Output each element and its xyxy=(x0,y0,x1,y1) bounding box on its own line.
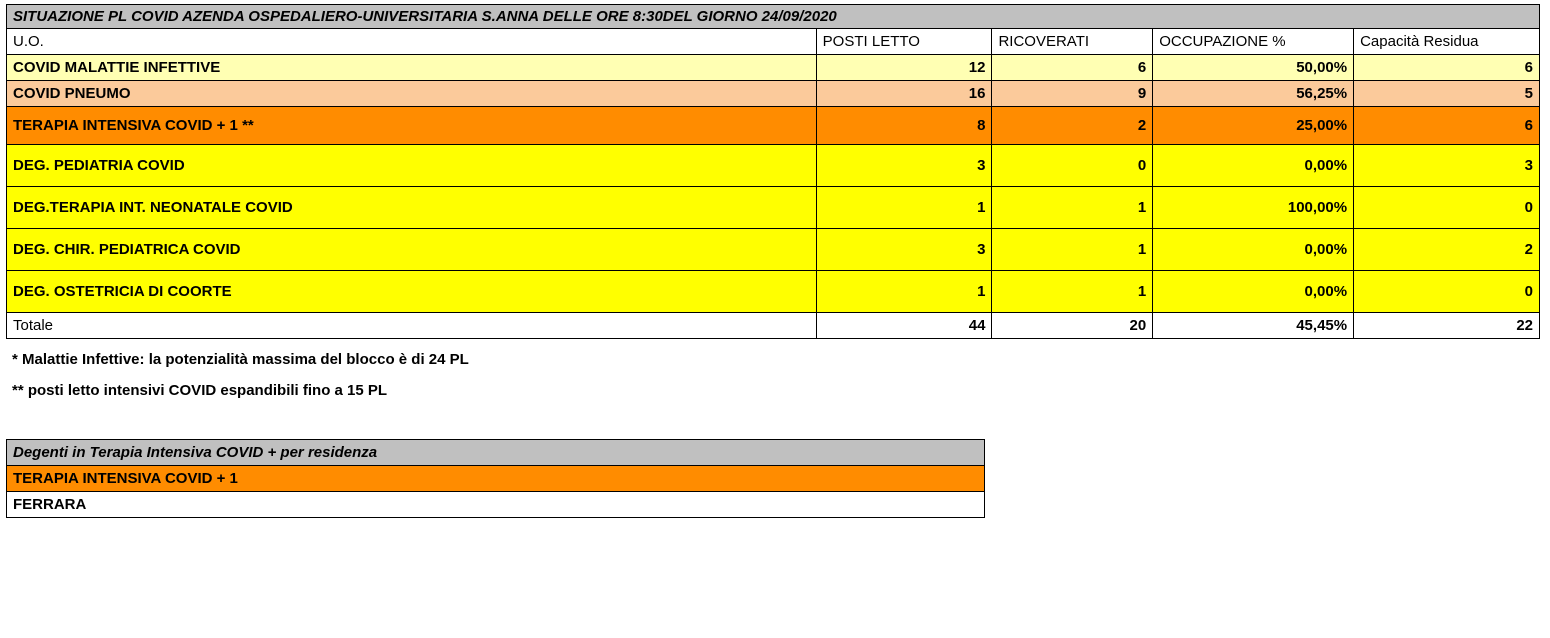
row-ricoverati: 9 xyxy=(992,81,1153,107)
residence-table-section: TERAPIA INTENSIVA COVID + 1 xyxy=(7,466,985,492)
table-row xyxy=(7,229,1540,271)
row-occupazione: 25,00% xyxy=(1153,107,1354,145)
row-occupazione: 50,00% xyxy=(1153,55,1354,81)
row-posti-letto: 12 xyxy=(816,55,992,81)
footnotes xyxy=(12,351,1550,399)
row-ricoverati: 1 xyxy=(992,229,1153,271)
row-capacita-residua: 3 xyxy=(1354,145,1540,187)
page-title: SITUAZIONE PL COVID AZENDA OSPEDALIERO-UNIVERSITARIA S.ANNA DELLE ORE 8:30DEL GIORNO 24/09/2020 xyxy=(7,5,1540,29)
total-posti-letto: 44 xyxy=(816,313,992,339)
row-occupazione: 100,00% xyxy=(1153,187,1354,229)
row-capacita-residua: 6 xyxy=(1354,107,1540,145)
row-label: DEG. PEDIATRIA COVID xyxy=(7,145,817,187)
row-ricoverati: 1 xyxy=(992,187,1153,229)
row-label: COVID MALATTIE INFETTIVE xyxy=(7,55,817,81)
footnote-2: ** posti letto intensivi COVID espandibili fino a 15 PL xyxy=(12,382,388,399)
total-ricoverati: 20 xyxy=(992,313,1153,339)
table-row xyxy=(7,107,1540,145)
residence-table-title-row xyxy=(7,440,985,466)
residence-table-section-row xyxy=(7,466,985,492)
row-capacita-residua: 2 xyxy=(1354,229,1540,271)
row-posti-letto: 8 xyxy=(816,107,992,145)
table-row xyxy=(7,55,1540,81)
row-capacita-residua: 5 xyxy=(1354,81,1540,107)
table-row xyxy=(7,81,1540,107)
total-capacita-residua: 22 xyxy=(1354,313,1540,339)
residence-table xyxy=(6,439,985,518)
total-occupazione: 45,45% xyxy=(1153,313,1354,339)
row-posti-letto: 16 xyxy=(816,81,992,107)
table-total-row xyxy=(7,313,1540,339)
residence-city: FERRARA xyxy=(7,492,985,518)
row-ricoverati: 1 xyxy=(992,271,1153,313)
row-label: DEG.TERAPIA INT. NEONATALE COVID xyxy=(7,187,817,229)
row-ricoverati: 2 xyxy=(992,107,1153,145)
row-occupazione: 0,00% xyxy=(1153,229,1354,271)
row-label: DEG. OSTETRICIA DI COORTE xyxy=(7,271,817,313)
table-header-row xyxy=(7,29,1540,55)
row-label: DEG. CHIR. PEDIATRICA COVID xyxy=(7,229,817,271)
row-ricoverati: 0 xyxy=(992,145,1153,187)
row-occupazione: 56,25% xyxy=(1153,81,1354,107)
row-label: COVID PNEUMO xyxy=(7,81,817,107)
column-header-occupazione: OCCUPAZIONE % xyxy=(1153,29,1354,55)
row-occupazione: 0,00% xyxy=(1153,145,1354,187)
row-ricoverati: 6 xyxy=(992,55,1153,81)
row-posti-letto: 1 xyxy=(816,271,992,313)
table-row xyxy=(7,187,1540,229)
column-header-capacita-residua: Capacità Residua xyxy=(1354,29,1540,55)
row-capacita-residua: 0 xyxy=(1354,271,1540,313)
row-capacita-residua: 6 xyxy=(1354,55,1540,81)
table-row xyxy=(7,271,1540,313)
column-header-ricoverati: RICOVERATI xyxy=(992,29,1153,55)
row-posti-letto: 3 xyxy=(816,145,992,187)
column-header-posti-letto: POSTI LETTO xyxy=(816,29,992,55)
table-row xyxy=(7,145,1540,187)
row-label: TERAPIA INTENSIVA COVID + 1 ** xyxy=(7,107,817,145)
covid-beds-table xyxy=(6,4,1540,339)
total-label: Totale xyxy=(7,313,817,339)
row-occupazione: 0,00% xyxy=(1153,271,1354,313)
column-header-uo: U.O. xyxy=(7,29,817,55)
residence-table-row xyxy=(7,492,985,518)
residence-table-title: Degenti in Terapia Intensiva COVID + per residenza xyxy=(7,440,985,466)
row-posti-letto: 1 xyxy=(816,187,992,229)
footnote-1: * Malattie Infettive: la potenzialità massima del blocco è di 24 PL xyxy=(12,351,469,368)
table-title-row xyxy=(7,5,1540,29)
row-capacita-residua: 0 xyxy=(1354,187,1540,229)
row-posti-letto: 3 xyxy=(816,229,992,271)
